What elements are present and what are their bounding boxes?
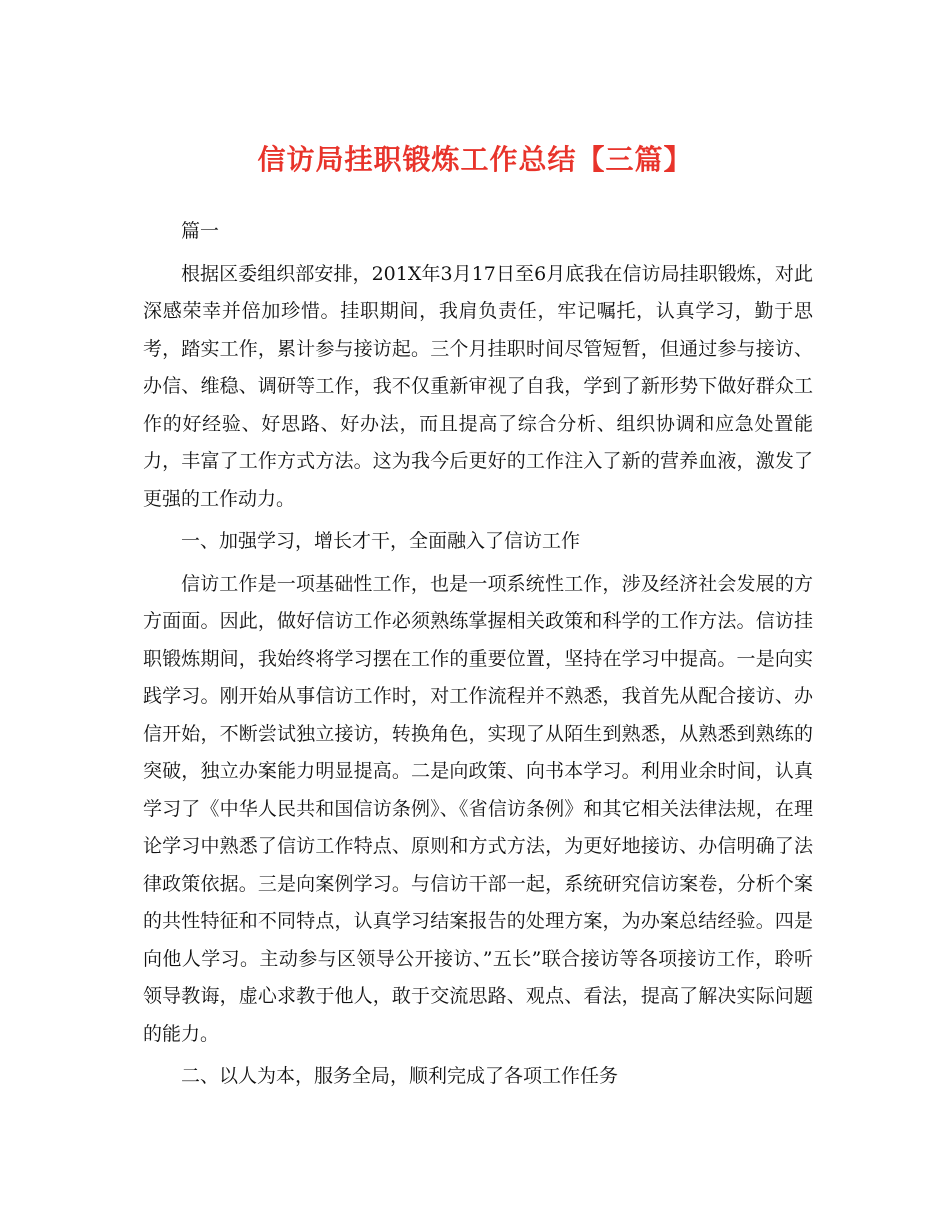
body-paragraph: 根据区委组织部安排，201X年3月17日至6月底我在信访局挂职锻炼，对此深感荣幸并倍加珍惜。挂职期间，我肩负责任，牢记嘱托，认真学习，勤于思考，踏实工作，累计参与接访起。三个月挂职时间尽管短暂，但通过参与接访、办信、维稳、调研等工作，我不仅重新审视了自我，学到了新形势下做好群众工作的好经验、好思路、好办法，而且提高了综合分析、组织协调和应急处置能力，丰富了工作方式方法。这为我今后更好的工作注入了新的营养血液，激发了更强的工作动力。 — [143, 262, 813, 510]
document-body — [143, 213, 813, 1101]
body-paragraph: 信访工作是一项基础性工作，也是一项系统性工作，涉及经济社会发展的方方面面。因此，做好信访工作必须熟练掌握相关政策和科学的工作方法。信访挂职锻炼期间，我始终将学习摆在工作的重要位置，坚持在学习中提高。一是向实践学习。刚开始从事信访工作时，对工作流程并不熟悉，我首先从配合接访、办信开始，不断尝试独立接访，转换角色，实现了从陌生到熟悉，从熟悉到熟练的突破，独立办案能力明显提高。二是向政策、向书本学习。利用业余时间，认真学习了《中华人民共和国信访条例》、《省信访条例》和其它相关法律法规，在理论学习中熟悉了信访工作特点、原则和方式方法，为更好地接访、办信明确了法律政策依据。三是向案例学习。与信访干部一起，系统研究信访案卷，分析个案的共性特征和不同特点，认真学习结案报告的处理方案，为办案总结经验。四是向他人学习。主动参与区领导公开接访、”五长”联合接访等各项接访工作，聆听领导教诲，虚心求教于他人，敢于交流思路、观点、看法，提高了解决实际问题的能力。 — [143, 572, 813, 1045]
document-title: 信访局挂职锻炼工作总结【三篇】 — [257, 143, 693, 176]
section-heading: 二、以人为本，服务全局，顺利完成了各项工作任务 — [181, 1065, 619, 1087]
section-heading: 一、加强学习，增长才干，全面融入了信访工作 — [181, 530, 581, 552]
section-label: 篇一 — [181, 220, 220, 242]
